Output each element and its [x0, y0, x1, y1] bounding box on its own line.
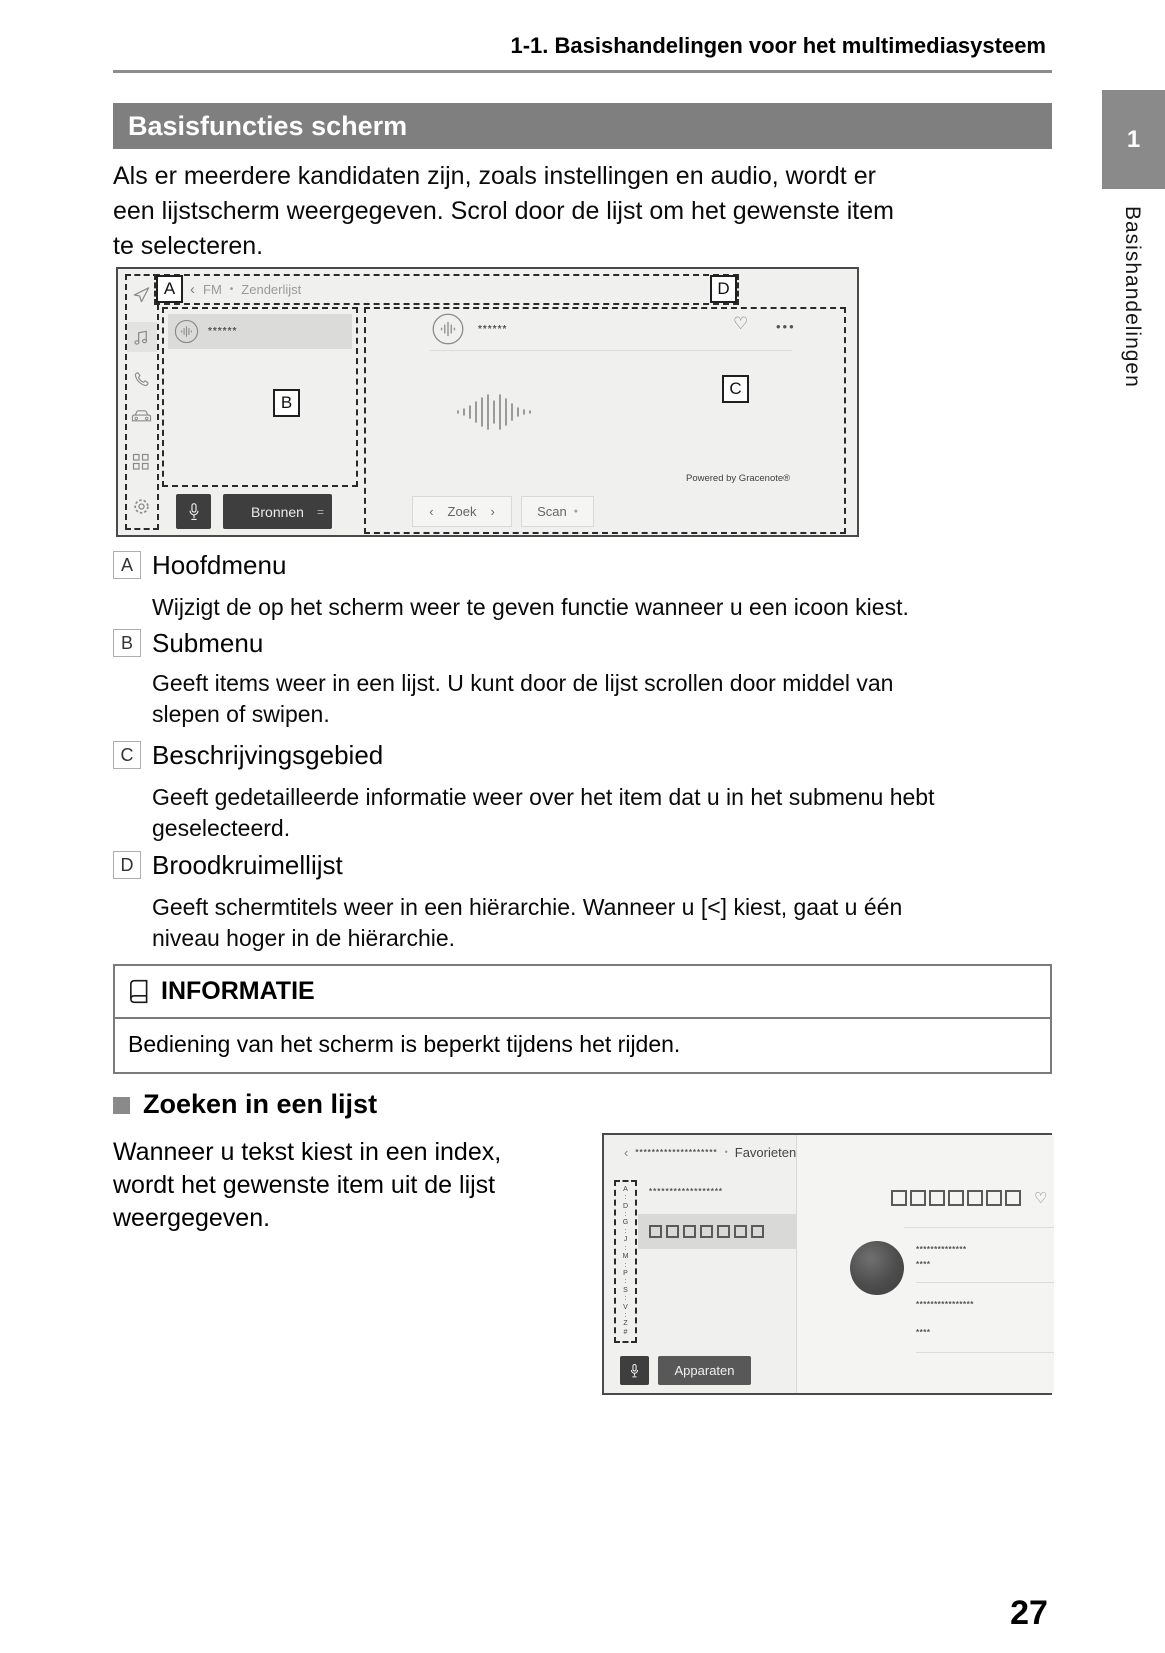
square-bullet-icon	[113, 1097, 130, 1114]
navigation-icon	[132, 285, 151, 304]
def-key-D: D	[113, 851, 141, 879]
text-placeholder-box	[910, 1190, 926, 1206]
scan-dot-icon: ●	[573, 508, 578, 515]
information-title: INFORMATIE	[161, 977, 315, 1005]
apps-grid-icon	[132, 453, 150, 471]
microphone-icon	[629, 1363, 640, 1379]
index-letter: Z	[623, 1320, 628, 1328]
index-column-region	[614, 1180, 637, 1343]
favorite-heart-icon: ♡	[733, 314, 749, 333]
search-line: Wanneer u tekst kiest in een index,	[113, 1138, 502, 1166]
text-placeholder-box	[967, 1190, 983, 1206]
index-dots: :	[624, 1227, 627, 1235]
label-D: D	[710, 275, 737, 303]
scan-label: Scan	[537, 504, 567, 519]
page-number: 27	[1010, 1594, 1048, 1632]
desc-line: geselecteerd.	[152, 815, 291, 841]
desc-line: Geeft gedetailleerde informatie weer over het item dat u in het submenu hebt	[152, 784, 935, 810]
car-icon	[131, 408, 152, 425]
index-letter: J	[623, 1236, 628, 1244]
detail-divider	[904, 1227, 1054, 1228]
index-letter: M	[622, 1253, 629, 1261]
waveform-graphic	[454, 390, 538, 434]
station-name-placeholder: ******	[208, 326, 238, 337]
breadcrumb-separator: •	[229, 284, 234, 295]
search-paragraph	[113, 1136, 501, 1235]
desc-line: Wijzigt de op het scherm weer te geven functie wanneer u een icoon kiest.	[152, 594, 909, 620]
search-line: weergegeven.	[113, 1204, 271, 1232]
index-letter: G	[622, 1219, 629, 1227]
index-dots: :	[624, 1194, 627, 1202]
page-header: 1-1. Basishandelingen voor het multimediasysteem	[510, 33, 1046, 58]
breadcrumb-root: FM	[203, 282, 222, 297]
description-divider	[430, 350, 792, 351]
voice-mic-button	[620, 1356, 649, 1385]
text-placeholder-box	[1005, 1190, 1021, 1206]
def-desc-hoofdmenu	[152, 592, 909, 623]
genre-placeholder: ****	[916, 1328, 931, 1337]
index-letter: V	[623, 1303, 628, 1311]
gracenote-credit: Powered by Gracenote®	[686, 473, 791, 484]
def-desc-beschrijvingsgebied	[152, 782, 934, 844]
zoek-button	[412, 496, 512, 527]
text-placeholder-box	[891, 1190, 907, 1206]
tune-up-icon: ›	[490, 504, 495, 519]
def-term-beschrijvingsgebied: Beschrijvingsgebied	[152, 740, 384, 770]
music-icon	[132, 328, 151, 347]
text-placeholder-box	[717, 1225, 730, 1238]
breadcrumb-current: Favorieten	[734, 1144, 797, 1160]
search-heading-label: Zoeken in een lijst	[143, 1089, 378, 1119]
screenshot-list-search	[602, 1133, 1052, 1395]
desc-line: niveau hoger in de hiërarchie.	[152, 925, 456, 951]
screenshot-multimedia-main	[116, 267, 859, 537]
text-placeholder-box	[649, 1225, 662, 1238]
desc-line: Geeft schermtitels weer in een hiërarchie. Wanneer u [<] kiest, gaat u één	[152, 894, 903, 920]
text-placeholder-box	[929, 1190, 945, 1206]
tune-down-icon: ‹	[429, 504, 434, 519]
index-letter: #	[623, 1328, 628, 1336]
index-dots: :	[624, 1278, 627, 1286]
detail-divider	[916, 1282, 1054, 1283]
index-letter: D	[622, 1202, 629, 1210]
information-body: Bediening van het scherm is beperkt tijdens het rijden.	[128, 1031, 681, 1057]
def-term-broodkruimellijst: Broodkruimellijst	[152, 850, 343, 880]
search-line: wordt het gewenste item uit de lijst	[113, 1171, 496, 1199]
microphone-icon	[187, 502, 201, 522]
label-B: B	[273, 389, 300, 417]
desc-line: Geeft items weer in een lijst. U kunt door de lijst scrollen door middel van	[152, 670, 894, 696]
favorite-heart-icon: ♡	[1034, 1190, 1048, 1207]
nowplaying-title-placeholder: ******	[478, 324, 508, 335]
desc-line: slepen of swipen.	[152, 701, 330, 727]
breadcrumb	[624, 1141, 796, 1163]
scan-button	[521, 496, 594, 527]
bronnen-button	[223, 494, 332, 529]
list-item-placeholder: ******************	[649, 1187, 724, 1196]
index-dots: :	[624, 1244, 627, 1252]
bronnen-menu-icon: =	[316, 504, 324, 519]
intro-line: een lijstscherm weergegeven. Scrol door de lijst om het gewenste item	[113, 197, 894, 225]
text-placeholder-box	[700, 1225, 713, 1238]
submenu-selected-item	[168, 314, 352, 349]
more-options-icon: •••	[776, 319, 796, 334]
index-dots: :	[624, 1261, 627, 1269]
apparaten-button	[658, 1356, 751, 1385]
album-art	[850, 1241, 904, 1295]
breadcrumb	[190, 274, 301, 305]
breadcrumb-current: Zenderlijst	[241, 282, 302, 297]
index-letter: S	[623, 1286, 628, 1294]
text-placeholder-box	[683, 1225, 696, 1238]
def-key-A: A	[113, 551, 141, 579]
label-C: C	[722, 375, 749, 403]
back-chevron-icon: ‹	[624, 1144, 629, 1160]
def-term-submenu: Submenu	[152, 628, 264, 658]
label-A: A	[156, 275, 183, 303]
detail-divider	[916, 1352, 1054, 1353]
breadcrumb-root-placeholder: ********************	[635, 1147, 718, 1157]
header-rule	[113, 70, 1052, 73]
artist-placeholder: ****	[916, 1260, 931, 1269]
album-placeholder: ****************	[916, 1300, 974, 1309]
book-icon	[128, 979, 150, 1004]
apparaten-label: Apparaten	[674, 1363, 735, 1378]
text-placeholder-box	[948, 1190, 964, 1206]
text-placeholder-box	[666, 1225, 679, 1238]
voice-mic-button	[176, 494, 211, 529]
def-key-C: C	[113, 741, 141, 769]
intro-line: te selecteren.	[113, 232, 264, 260]
detail-title-placeholder	[891, 1189, 1047, 1207]
def-desc-submenu	[152, 668, 893, 730]
def-term-hoofdmenu: Hoofdmenu	[152, 550, 287, 580]
chapter-tab: 1	[1102, 90, 1165, 189]
index-dots: :	[624, 1295, 627, 1303]
zoek-label: Zoek	[447, 504, 477, 519]
index-dots: :	[624, 1311, 627, 1319]
main-menu-region	[125, 274, 159, 530]
information-header	[115, 966, 1050, 1019]
list-selected-item	[638, 1214, 796, 1249]
index-letter: A	[623, 1185, 628, 1193]
def-desc-broodkruimellijst	[152, 892, 902, 954]
intro-line: Als er meerdere kandidaten zijn, zoals instellingen en audio, wordt er	[113, 162, 876, 190]
intro-paragraph	[113, 159, 894, 264]
text-placeholder-box	[751, 1225, 764, 1238]
back-chevron-icon: ‹	[190, 281, 195, 298]
settings-gear-icon	[132, 497, 151, 516]
section-title-bar: Basisfuncties scherm	[113, 103, 1052, 149]
information-box	[113, 964, 1052, 1074]
index-dots: :	[624, 1211, 627, 1219]
search-heading	[113, 1089, 377, 1120]
breadcrumb-separator: •	[724, 1147, 728, 1157]
index-letter: P	[623, 1269, 628, 1277]
station-icon	[173, 318, 200, 345]
track-placeholder: **************	[916, 1245, 967, 1254]
station-icon	[430, 311, 466, 347]
text-placeholder-box	[734, 1225, 747, 1238]
text-placeholder-box	[986, 1190, 1002, 1206]
chapter-side-label: Basishandelingen	[1121, 206, 1144, 388]
def-key-B: B	[113, 629, 141, 657]
phone-icon	[132, 370, 151, 389]
bronnen-label: Bronnen	[251, 503, 304, 520]
